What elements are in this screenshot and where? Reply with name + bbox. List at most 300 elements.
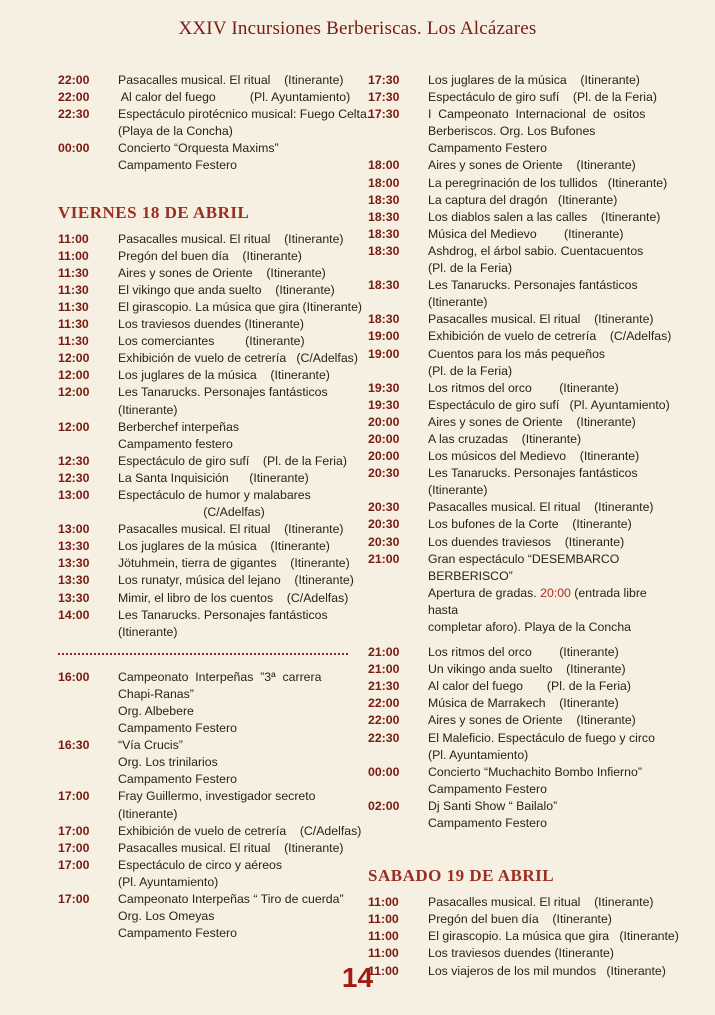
event-time: 11:00 xyxy=(368,946,399,961)
event-desc xyxy=(428,448,660,465)
schedule-entry xyxy=(368,695,660,712)
event-time: 20:00 xyxy=(368,414,400,429)
event-time: 20:30 xyxy=(368,466,400,481)
schedule-entry xyxy=(368,192,660,209)
event-line: Campamento Festero xyxy=(428,141,547,156)
schedule-entry xyxy=(368,516,660,533)
event-line: Los juglares de la música (Itinerante) xyxy=(428,73,640,87)
event-desc xyxy=(428,89,660,106)
event-desc xyxy=(118,607,350,641)
event-line: Música de Marrakech (Itinerante) xyxy=(428,696,619,711)
schedule-entry xyxy=(58,89,350,106)
schedule-entry xyxy=(58,891,350,942)
gradas-time: 20:00 xyxy=(540,585,571,600)
event-desc xyxy=(118,470,350,487)
event-desc xyxy=(118,504,350,521)
schedule-entry xyxy=(58,788,350,822)
schedule-entry xyxy=(368,465,660,499)
schedule-entry xyxy=(368,243,660,277)
event-desc xyxy=(118,72,350,89)
thursday-events xyxy=(58,72,371,175)
event-line: Pregón del buen día (Itinerante) xyxy=(428,912,612,927)
event-desc xyxy=(428,328,671,345)
event-time: 20:00 xyxy=(368,449,400,464)
event-time: 22:30 xyxy=(58,107,90,122)
event-line: Un vikingo anda suelto (Itinerante) xyxy=(428,662,626,677)
left-column xyxy=(58,72,371,942)
friday-heading: VIERNES 18 DE ABRIL xyxy=(58,202,250,222)
event-desc xyxy=(428,712,660,729)
event-time: 19:00 xyxy=(368,346,400,361)
event-time: 00:00 xyxy=(58,141,90,156)
event-time: 17:30 xyxy=(368,73,400,87)
event-desc xyxy=(118,590,350,607)
event-time: 12:00 xyxy=(58,368,90,383)
event-time: 11:30 xyxy=(58,282,89,297)
friday-afternoon-events xyxy=(58,669,362,943)
event-line: Pasacalles musical. El ritual (Itinerante) xyxy=(118,840,344,855)
event-line: Espectáculo pirotécnico musical: Fuego Celta. xyxy=(118,107,371,122)
event-desc xyxy=(118,737,350,788)
event-line: Espectáculo de humor y malabares xyxy=(118,487,311,502)
friday-night-events xyxy=(368,644,660,832)
event-line: Aires y sones de Oriente (Itinerante) xyxy=(428,414,636,429)
event-line: Los ritmos del orco (Itinerante) xyxy=(428,380,619,395)
event-time: 13:30 xyxy=(58,539,90,554)
event-time: 18:00 xyxy=(368,158,400,173)
event-desc xyxy=(428,911,660,928)
schedule-entry xyxy=(368,661,660,678)
schedule-entry xyxy=(368,346,660,380)
event-line: I Campeonato Internacional de ositos xyxy=(428,107,646,122)
event-time: 18:30 xyxy=(368,243,400,258)
event-desc xyxy=(428,431,660,448)
schedule-entry xyxy=(368,414,660,431)
schedule-entry xyxy=(368,328,672,345)
event-line: Org. Los trinilarios xyxy=(118,755,218,770)
event-line: Les Tanarucks. Personajes fantásticos xyxy=(118,385,328,400)
event-desc xyxy=(118,891,350,942)
event-time: 11:30 xyxy=(58,299,89,314)
schedule-entry xyxy=(58,333,350,350)
event-line: Campamento Festero xyxy=(428,816,547,831)
event-time: 16:00 xyxy=(58,669,90,684)
schedule-entry xyxy=(58,282,350,299)
schedule-entry xyxy=(368,226,660,243)
schedule-entry xyxy=(58,572,354,589)
event-line: Los traviesos duendes (Itinerante) xyxy=(118,317,304,332)
event-time: 13:00 xyxy=(58,487,90,502)
event-line: Les Tanarucks. Personajes fantásticos xyxy=(428,466,638,481)
event-desc xyxy=(118,367,350,384)
schedule-entry xyxy=(58,840,350,857)
event-time: 16:30 xyxy=(58,738,90,753)
event-time: 11:00 xyxy=(58,248,89,263)
event-line: Campamento Festero xyxy=(118,158,237,173)
event-desc xyxy=(118,419,350,453)
event-desc xyxy=(428,534,660,551)
gradas-text: Apertura de gradas. xyxy=(428,585,541,600)
event-time: 12:30 xyxy=(58,470,90,485)
event-time: 12:30 xyxy=(58,453,90,468)
event-desc xyxy=(428,226,660,243)
schedule-entry xyxy=(368,499,660,516)
event-line: Espectáculo de giro sufí (Pl. de la Feria) xyxy=(118,453,347,468)
event-line: El girascopio. La música que gira (Itinerante) xyxy=(118,299,363,314)
event-desc xyxy=(428,106,660,157)
event-line: (C/Adelfas) xyxy=(203,505,265,520)
event-desc xyxy=(428,678,660,695)
event-time: 12:00 xyxy=(58,385,90,400)
schedule-entry xyxy=(368,106,660,157)
schedule-entry xyxy=(368,72,660,89)
event-time: 17:30 xyxy=(368,90,400,105)
schedule-entry xyxy=(368,277,660,311)
event-time: 11:00 xyxy=(368,963,399,978)
event-line: Al calor del fuego (Pl. de la Feria) xyxy=(428,679,631,694)
event-time: 17:00 xyxy=(58,892,90,907)
event-line: (Itinerante) xyxy=(118,806,178,821)
event-desc xyxy=(428,346,660,380)
event-time: 22:00 xyxy=(58,90,90,105)
schedule-entry xyxy=(58,590,350,607)
event-desc xyxy=(428,380,660,397)
event-time: 20:30 xyxy=(368,500,400,515)
event-desc xyxy=(428,644,660,661)
event-time: 17:00 xyxy=(58,857,90,872)
event-line: Chapi-Ranas” xyxy=(118,686,194,701)
schedule-entry xyxy=(368,730,660,764)
schedule-entry xyxy=(58,487,350,504)
event-time: 11:30 xyxy=(58,265,89,280)
schedule-entry xyxy=(368,431,660,448)
schedule-entry xyxy=(58,538,350,555)
event-line: El Maleficio. Espectáculo de fuego y circo xyxy=(428,730,655,745)
event-time: 11:00 xyxy=(368,912,399,927)
event-line: Los juglares de la música (Itinerante) xyxy=(118,368,330,383)
event-desc xyxy=(118,538,350,555)
event-time: 21:30 xyxy=(368,679,400,694)
schedule-entry xyxy=(58,669,350,737)
event-time: 22:30 xyxy=(368,730,400,745)
event-line: La Santa Inquisición (Itinerante) xyxy=(118,470,309,485)
event-desc xyxy=(428,928,679,945)
schedule-entry xyxy=(58,231,350,248)
event-desc xyxy=(118,823,361,840)
friday-evening-events xyxy=(368,72,672,551)
event-line: Org. Albebere xyxy=(118,704,194,718)
event-desc xyxy=(428,894,660,911)
event-line: Concierto “Muchachito Bombo Infierno” xyxy=(428,764,642,779)
page-number: 14 xyxy=(341,962,374,993)
event-time: 18:30 xyxy=(368,226,400,241)
event-line: Pasacalles musical. El ritual (Itinerante) xyxy=(118,73,344,87)
event-time: 12:00 xyxy=(58,351,90,366)
event-time: 18:30 xyxy=(368,209,400,224)
event-time: 18:30 xyxy=(368,192,400,207)
schedule-entry xyxy=(58,521,350,538)
event-time: 18:30 xyxy=(368,312,400,327)
event-line: La peregrinación de los tullidos (Itinerante) xyxy=(428,175,668,190)
event-desc xyxy=(428,551,660,636)
event-desc xyxy=(428,945,660,962)
event-desc xyxy=(428,764,660,798)
event-line: Les Tanarucks. Personajes fantásticos xyxy=(428,278,638,293)
event-time: 12:00 xyxy=(58,419,90,434)
friday-morning-events xyxy=(58,231,363,641)
event-line: (Pl. de la Feria) xyxy=(428,261,513,276)
event-desc xyxy=(118,333,350,350)
event-line: (Itinerante) xyxy=(118,402,178,417)
schedule-entry xyxy=(58,737,350,788)
event-time: 21:00 xyxy=(368,645,400,660)
event-time: 18:00 xyxy=(368,175,400,190)
event-desc xyxy=(428,695,660,712)
event-line: Fray Guillermo, investigador secreto xyxy=(118,789,316,804)
event-desc xyxy=(118,231,350,248)
event-time: 02:00 xyxy=(368,798,400,813)
event-line: (Pl. Ayuntamiento) xyxy=(118,874,219,889)
event-line: Org. Los Omeyas xyxy=(118,909,215,924)
event-line: Pasacalles musical. El ritual (Itinerante) xyxy=(428,500,654,515)
event-line: Los traviesos duendes (Itinerante) xyxy=(428,946,614,961)
event-desc xyxy=(118,857,350,891)
event-line: Cuentos para los más pequeños xyxy=(428,346,606,361)
schedule-entry xyxy=(368,397,670,414)
event-line: Campamento festero xyxy=(118,436,233,451)
event-time: 19:30 xyxy=(368,397,400,412)
desembarco-location: completar aforo). Playa de la Concha xyxy=(428,620,632,634)
right-column xyxy=(368,72,679,980)
event-time: 20:00 xyxy=(368,431,400,446)
schedule-entry xyxy=(368,928,679,945)
event-time xyxy=(58,504,118,521)
event-desc xyxy=(118,140,350,174)
event-line: Berberiscos. Org. Los Bufones xyxy=(428,124,596,139)
event-desc xyxy=(428,311,660,328)
event-line: Mimir, el libro de los cuentos (C/Adelfas) xyxy=(118,590,349,605)
event-desc xyxy=(428,277,660,311)
event-line: (Playa de la Concha) xyxy=(118,124,233,139)
schedule-entry xyxy=(368,448,660,465)
event-time: 21:00 xyxy=(368,662,400,677)
schedule-entry xyxy=(58,106,371,140)
event-desc xyxy=(428,192,660,209)
event-line: Campeonato Interpeñas “ Tiro de cuerda” xyxy=(118,892,344,907)
event-desc xyxy=(428,798,660,832)
event-line: Los diablos salen a las calles (Itinerante) xyxy=(428,209,661,224)
event-desc xyxy=(118,555,350,572)
schedule-entry xyxy=(58,555,350,572)
schedule-entry xyxy=(368,911,660,928)
event-desc xyxy=(428,243,660,277)
event-line: Campamento Festero xyxy=(118,721,237,736)
event-line: (Pl. Ayuntamiento) xyxy=(428,747,529,762)
event-desc xyxy=(118,282,350,299)
schedule-entry xyxy=(368,534,660,551)
event-desc xyxy=(118,521,350,538)
schedule-entry xyxy=(58,504,350,521)
saturday-heading: SABADO 19 DE ABRIL xyxy=(368,866,555,886)
event-time: 11:30 xyxy=(58,317,89,332)
schedule-entry xyxy=(368,644,660,661)
event-line: Al calor del fuego (Pl. Ayuntamiento) xyxy=(118,90,351,105)
schedule-entry xyxy=(58,72,350,89)
event-line: Exhibición de vuelo de cetrería (C/Adelfas) xyxy=(428,329,672,344)
event-line: Campamento Festero xyxy=(118,926,237,941)
schedule-entry xyxy=(368,894,660,911)
event-line: Exhibición de vuelo de cetrería (C/Adelfas) xyxy=(118,351,358,366)
event-desc xyxy=(428,516,660,533)
event-desc xyxy=(118,265,350,282)
schedule-entry xyxy=(58,419,350,453)
event-line: Espectáculo de giro sufí (Pl. de la Feria) xyxy=(428,90,657,105)
event-line: Música del Medievo (Itinerante) xyxy=(428,226,624,241)
gradas-note: (entrada libre hasta xyxy=(428,585,647,617)
event-desc xyxy=(118,248,350,265)
event-time: 17:30 xyxy=(368,107,400,122)
event-line: Campamento Festero xyxy=(428,781,547,796)
schedule-entry xyxy=(368,380,660,397)
event-line: Los viajeros de los mil mundos (Itinerante) xyxy=(428,963,666,978)
event-line: Campamento Festero xyxy=(118,772,237,787)
schedule-entry xyxy=(58,453,350,470)
event-time: 19:30 xyxy=(368,380,400,395)
event-time: 00:00 xyxy=(368,764,400,779)
schedule-entry xyxy=(58,350,358,367)
schedule-entry xyxy=(58,857,350,891)
event-time: 17:00 xyxy=(58,840,90,855)
event-line: Aires y sones de Oriente (Itinerante) xyxy=(118,265,326,280)
event-desc xyxy=(118,384,350,418)
event-line: Espectáculo de giro sufí (Pl. Ayuntamiento) xyxy=(428,397,670,412)
event-line: (Itinerante) xyxy=(428,295,488,310)
event-line: Los comerciantes (Itinerante) xyxy=(118,334,305,349)
event-line: Jötuhmein, tierra de gigantes (Itinerante) xyxy=(118,556,350,571)
event-line: (Itinerante) xyxy=(118,624,178,639)
event-line: Los juglares de la música (Itinerante) xyxy=(118,539,330,554)
event-desc xyxy=(118,840,350,857)
event-line: Los runatyr, música del lejano (Itinerante) xyxy=(118,573,354,588)
event-desc xyxy=(428,209,660,226)
event-desc xyxy=(118,487,350,504)
event-line: Berberchef interpeñas xyxy=(118,419,239,434)
event-desc xyxy=(428,175,667,192)
schedule-entry xyxy=(58,299,363,316)
event-time: 14:00 xyxy=(58,607,90,622)
schedule-entry xyxy=(58,316,350,333)
schedule-entry xyxy=(368,175,668,192)
event-desc xyxy=(428,414,660,431)
schedule-entry xyxy=(58,607,350,641)
event-line: Pasacalles musical. El ritual (Itinerante) xyxy=(118,522,344,537)
event-line: Aires y sones de Oriente (Itinerante) xyxy=(428,158,636,173)
event-desc xyxy=(428,157,660,174)
schedule-entry xyxy=(368,798,660,832)
event-time: 17:00 xyxy=(58,789,90,804)
event-desc xyxy=(118,572,354,589)
event-desc xyxy=(428,730,660,764)
event-line: Pregón del buen día (Itinerante) xyxy=(118,248,302,263)
event-line: Dj Santi Show “ Bailalo” xyxy=(428,798,558,813)
event-time: 22:00 xyxy=(58,73,90,87)
event-time: 21:00 xyxy=(368,551,400,566)
event-line: “Vía Crucis” xyxy=(118,738,183,753)
event-line: Pasacalles musical. El ritual (Itinerante) xyxy=(118,231,344,246)
event-desc xyxy=(118,106,370,140)
event-desc xyxy=(118,669,350,737)
event-line: Aires y sones de Oriente (Itinerante) xyxy=(428,713,636,728)
event-line: El vikingo que anda suelto (Itinerante) xyxy=(118,282,335,297)
event-line: Les Tanarucks. Personajes fantásticos xyxy=(118,607,328,622)
event-time: 20:30 xyxy=(368,534,400,549)
schedule-entry xyxy=(58,248,350,265)
schedule-entry xyxy=(58,140,350,174)
event-desc xyxy=(428,465,660,499)
event-time: 22:00 xyxy=(368,713,400,728)
schedule-entry xyxy=(368,712,660,729)
schedule-entry xyxy=(58,823,362,840)
schedule-entry xyxy=(58,265,350,282)
schedule-entry xyxy=(368,678,660,695)
event-desc xyxy=(428,397,670,414)
event-time: 20:30 xyxy=(368,517,400,532)
event-line: A las cruzadas (Itinerante) xyxy=(428,431,582,446)
event-time: 11:00 xyxy=(368,929,399,944)
event-desc xyxy=(118,453,350,470)
event-line: Los bufones de la Corte (Itinerante) xyxy=(428,517,632,532)
event-line: Campeonato Interpeñas ”3ª carrera xyxy=(118,669,322,684)
event-desc xyxy=(118,350,358,367)
event-line: Pasacalles musical. El ritual (Itinerante) xyxy=(428,895,654,910)
event-desc xyxy=(428,499,660,516)
event-desc xyxy=(118,788,350,822)
event-desc xyxy=(118,89,350,106)
event-line: Exhibición de vuelo de cetrería (C/Adelfas) xyxy=(118,823,362,838)
event-line: Espectáculo de circo y aéreos xyxy=(118,857,283,872)
event-line: Los duendes traviesos (Itinerante) xyxy=(428,534,625,549)
event-desc xyxy=(118,299,362,316)
schedule-entry xyxy=(368,764,660,798)
event-desc xyxy=(118,316,350,333)
event-time: 11:00 xyxy=(58,231,89,246)
event-line: Los músicos del Medievo (Itinerante) xyxy=(428,449,640,464)
event-line: La captura del dragón (Itinerante) xyxy=(428,192,618,207)
event-time: 17:00 xyxy=(58,823,90,838)
schedule-entry xyxy=(58,470,350,487)
event-time: 13:30 xyxy=(58,556,90,571)
event-desc xyxy=(428,661,660,678)
event-time: 13:00 xyxy=(58,522,90,537)
event-line: El girascopio. La música que gira (Itinerante) xyxy=(428,929,679,944)
event-line: Ashdrog, el árbol sabio. Cuentacuentos xyxy=(428,243,644,258)
desembarco-event xyxy=(368,551,660,636)
page-title: XXIV Incursiones Berberiscas. Los Alcázares xyxy=(178,18,537,39)
event-time: 22:00 xyxy=(368,696,400,711)
event-time: 11:30 xyxy=(58,334,89,349)
event-time: 11:00 xyxy=(368,895,399,910)
event-line: (Pl. de la Feria) xyxy=(428,363,513,378)
schedule-entry xyxy=(368,157,660,174)
schedule-entry xyxy=(368,311,660,328)
schedule-entry xyxy=(368,945,660,962)
event-time: 18:30 xyxy=(368,278,400,293)
desembarco-title: Gran espectáculo “DESEMBARCO BERBERISCO” xyxy=(428,551,620,583)
event-time: 13:30 xyxy=(58,573,90,588)
desembarco-gradas xyxy=(428,585,660,619)
event-desc xyxy=(428,72,660,89)
schedule-entry xyxy=(58,367,350,384)
